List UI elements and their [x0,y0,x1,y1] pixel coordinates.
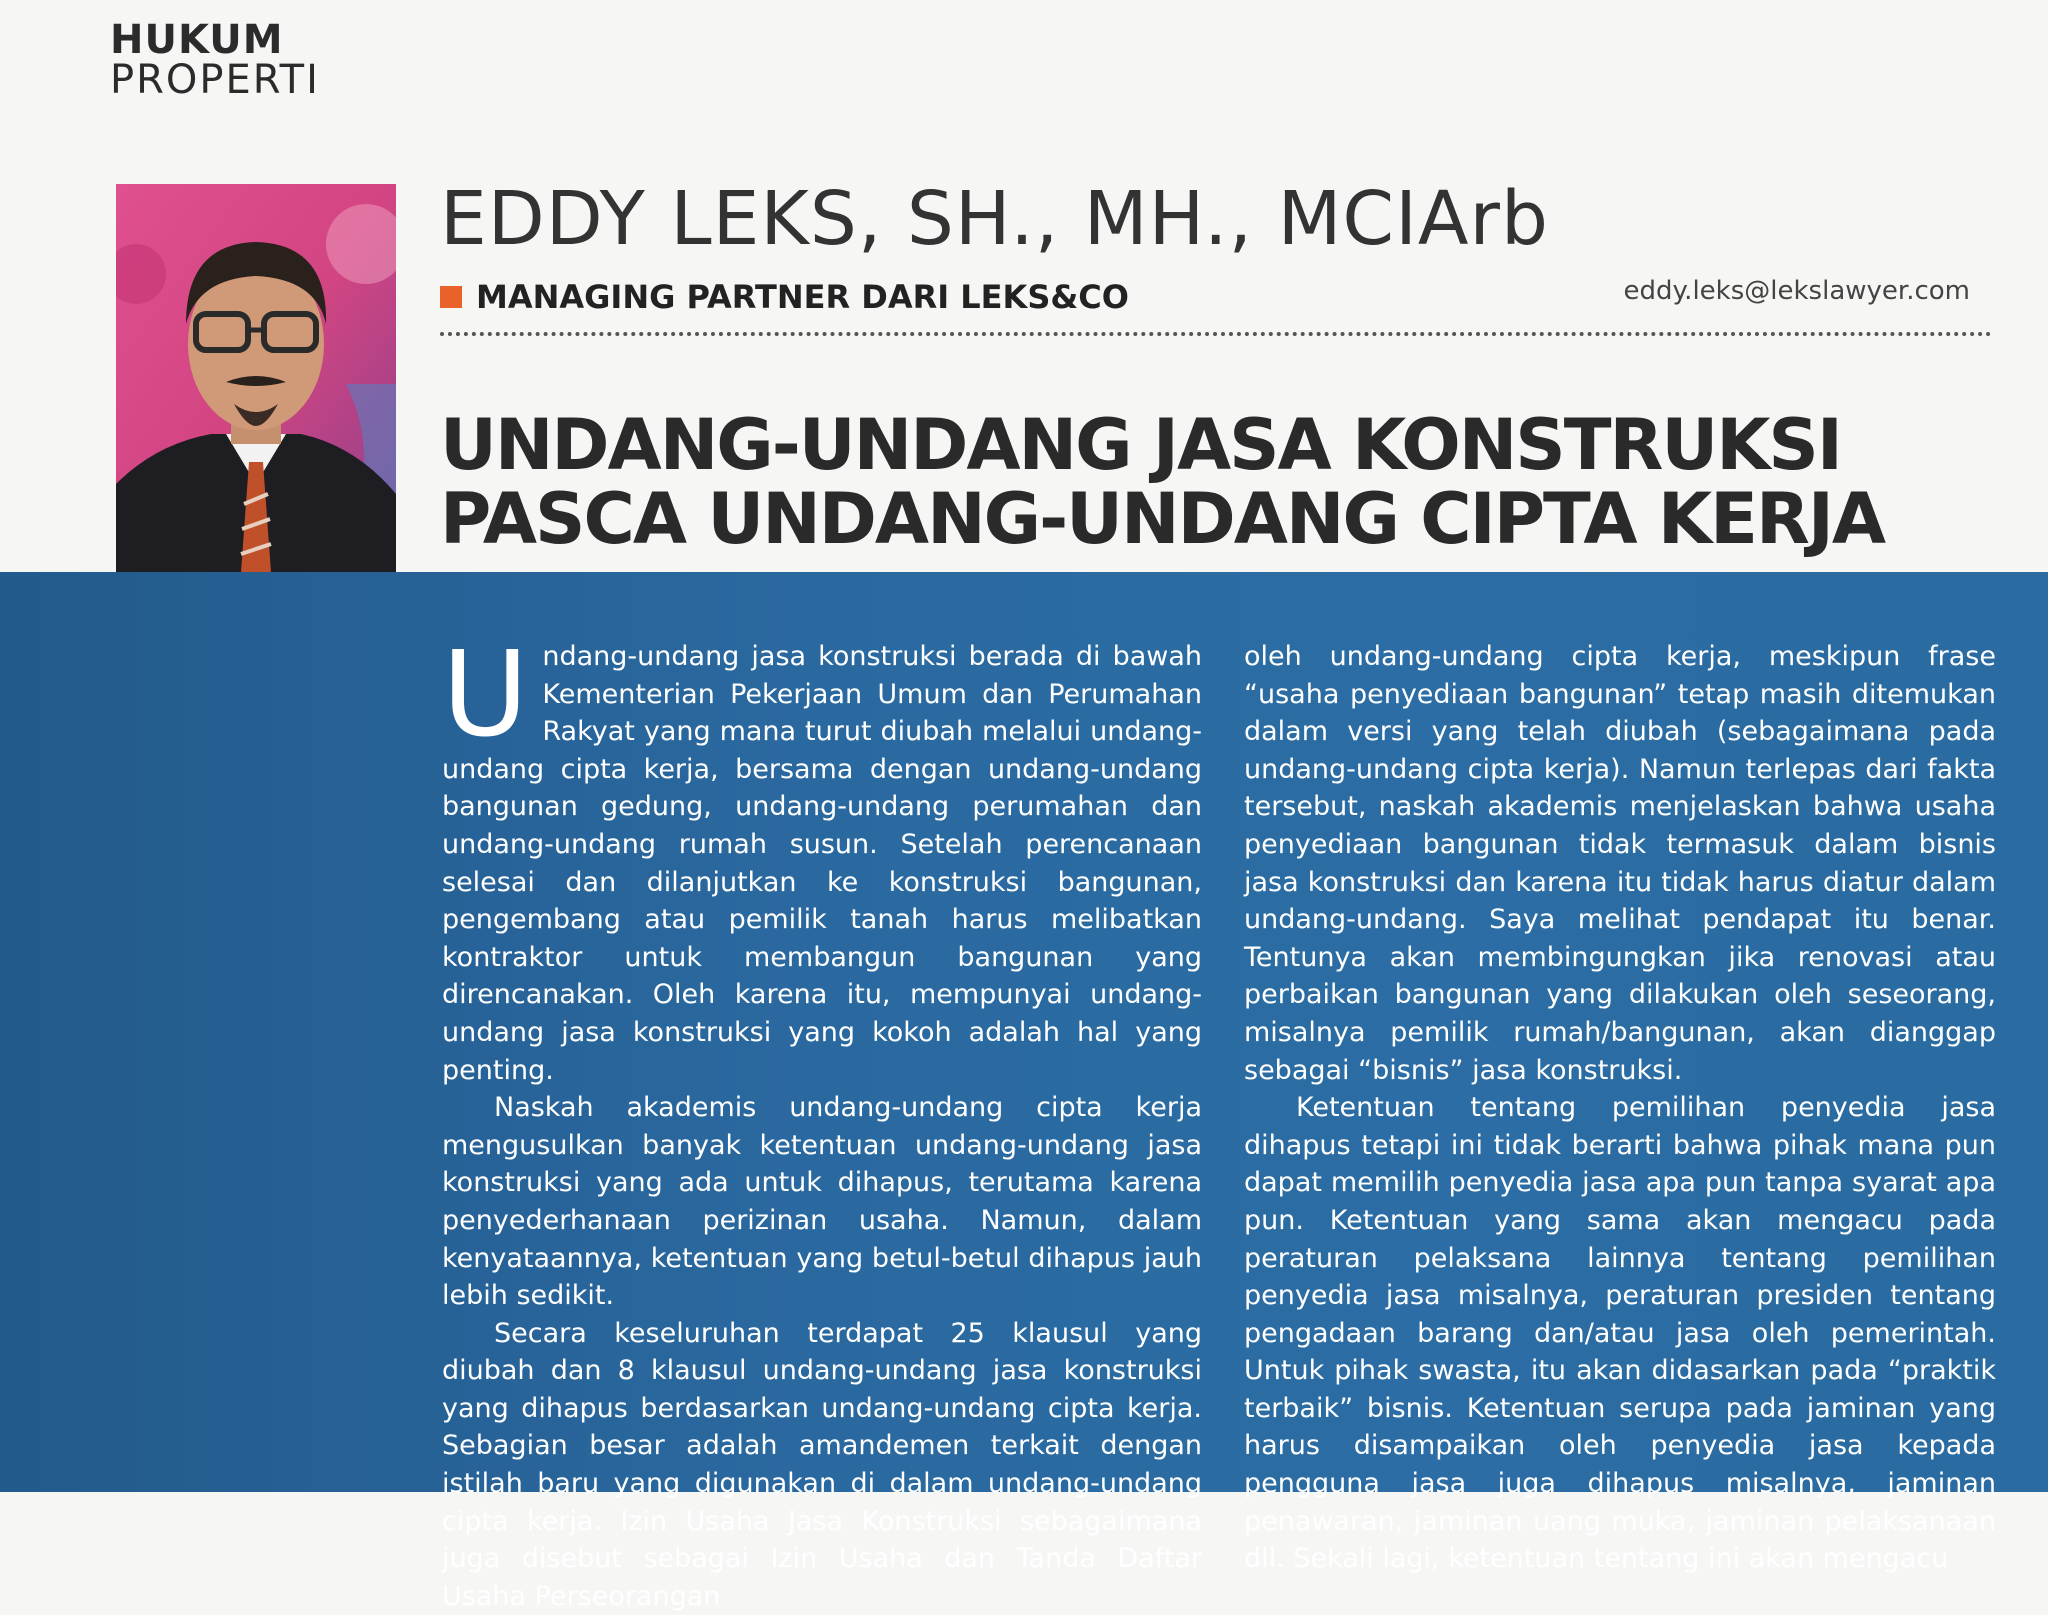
section-label-line2: PROPERTI [110,57,320,103]
author-role [440,278,1129,316]
paragraph-2: Naskah akademis undang-undang cipta kerja mengusulkan banyak ketentuan undang-undang jasa konstruksi yang ada untuk dihapus, terutama karena penyederhanaan perizinan usaha. Namun, dalam kenyataannya, ketentuan yang betul-betul dihapus jauh lebih sedikit. [442,1092,1202,1312]
dropcap: U [442,625,529,763]
article-headline [440,404,2020,560]
article-column-2 [1244,638,1996,1578]
paragraph-1 [442,625,1202,1089]
headline-line1: UNDANG-UNDANG JASA KONSTRUKSI [440,404,1841,486]
headline-line2: PASCA UNDANG-UNDANG CIPTA KERJA [440,478,1885,560]
section-label [110,17,320,103]
author-role-text: MANAGING PARTNER DARI LEKS&CO [476,278,1129,316]
paragraph-3: Secara keseluruhan terdapat 25 klausul yang diubah dan 8 klausul undang-undang jasa konstruksi yang dihapus berdasarkan undang-undang cipta kerja. Sebagian besar adalah amandemen terkait dengan istilah baru yang digunakan di dalam undang-undang cipta kerja. Izin Usaha Jasa Konstruksi sebagaimana juga disebut sebagai Izin Usaha dan Tanda Daftar Usaha Perseorangan [442,1317,1202,1612]
author-email: eddy.leks@lekslawyer.com [1623,276,1970,306]
article-column-1 [442,625,1202,1615]
author-name: EDDY LEKS, SH., MH., MCIArb [440,176,1549,262]
dotted-divider [440,332,1992,336]
section-label-line1: HUKUM [110,17,284,63]
paragraph-1-text: ndang-undang jasa konstruksi berada di bawah Kementerian Pekerjaan Umum dan Perumahan Rakyat yang mana turut diubah melalui undang-undang cipta kerja, bersama dengan undang-undang bangunan gedung, undang-undang perumahan dan undang-undang rumah susun. Setelah perencanaan selesai dan dilanjutkan ke konstruksi bangunan, pengembang atau pemilik tanah harus melibatkan kontraktor untuk membangun bangunan yang direncanakan. Oleh karena itu, mempunyai undang-undang jasa konstruksi yang kokoh adalah hal yang penting. [442,641,1202,1086]
author-photo [116,184,396,572]
bullet-square-icon [440,286,462,308]
paragraph-5: Ketentuan tentang pemilihan penyedia jasa dihapus tetapi ini tidak berarti bahwa pihak mana pun dapat memilih penyedia jasa apa pun tanpa syarat apa pun. Ketentuan yang sama akan mengacu pada peraturan pelaksana lainnya tentang pemilihan penyedia jasa misalnya, peraturan presiden tentang pengadaan barang dan/atau jasa oleh pemerintah. Untuk pihak swasta, itu akan didasarkan pada “praktik terbaik” bisnis. Ketentuan serupa pada jaminan yang harus disampaikan oleh penyedia jasa kepada pengguna jasa juga dihapus misalnya, jaminan penawaran, jaminan uang muka, jaminan pelaksanaan dll. Sekali lagi, ketentuan tentang ini akan mengacu [1244,1092,1996,1575]
paragraph-4: oleh undang-undang cipta kerja, meskipun frase “usaha penyediaan bangunan” tetap masih ditemukan dalam versi yang telah diubah (sebagaimana pada undang-undang cipta kerja). Namun terlepas dari fakta tersebut, naskah akademis menjelaskan bahwa usaha penyediaan bangunan tidak termasuk dalam bisnis jasa konstruksi dan karena itu tidak harus diatur dalam undang-undang. Saya melihat pendapat itu benar. Tentunya akan membingungkan jika renovasi atau perbaikan bangunan yang dilakukan oleh seseorang, misalnya pemilik rumah/bangunan, akan dianggap sebagai “bisnis” jasa konstruksi. [1244,641,1996,1086]
